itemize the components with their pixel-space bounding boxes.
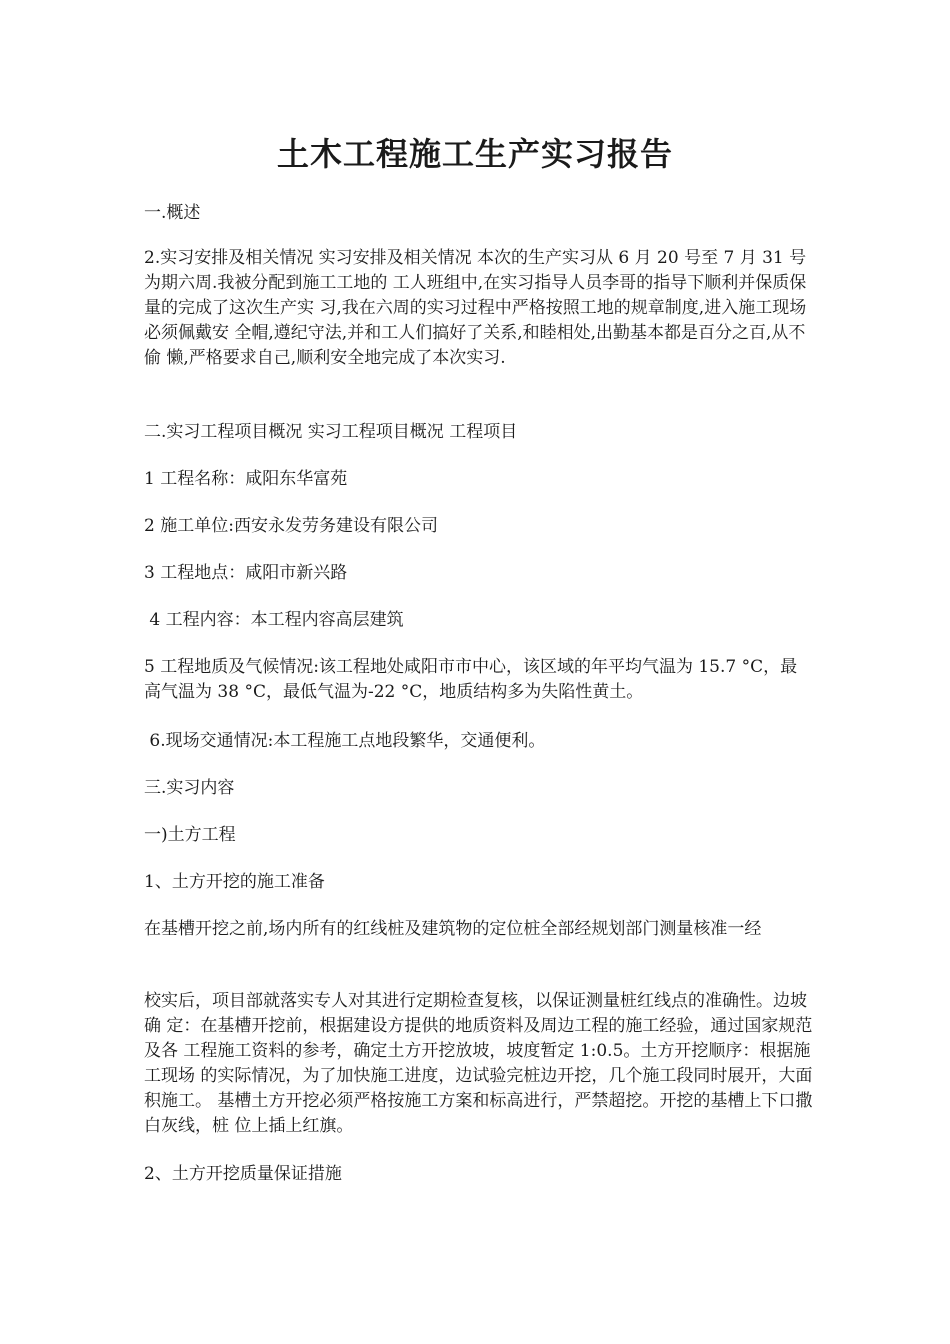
item-heading-excavation-preparation: 1、土方开挖的施工准备 [144, 872, 325, 892]
paragraph-excavation-details: 校实后，项目部就落实专人对其进行定期检查复核，以保证测量桩红线点的准确性。边坡确 定：在基槽开挖前，根据建设方提供的地质资料及周边工程的施工经验，通过国家规范及各 工程施工资料的参考，确定土方开挖放坡，坡度暂定 1:0.5。土方开挖顺序：根据施工现场 的实际情况，为了加快施工进度，边试验完桩边开挖，几个施工段同时展开，大面积施工。 基槽土方开挖必须严格按施工方案和标高进行，严禁超挖。开挖的基槽上下口撒白灰线，桩 位上插上红旗。 [144, 991, 813, 1136]
paragraph-project-name: 1 工程名称：咸阳东华富苑 [144, 469, 348, 489]
paragraph-construction-unit: 2 施工单位:西安永发劳务建设有限公司 [144, 516, 438, 536]
section-heading-internship-content: 三.实习内容 [144, 778, 235, 798]
document-title: 土木工程施工生产实习报告 [276, 135, 673, 173]
paragraph-project-location: 3 工程地点：咸阳市新兴路 [144, 563, 348, 583]
paragraph-traffic: 6.现场交通情况:本工程施工点地段繁华，交通便利。 [144, 731, 546, 751]
paragraph-project-content: 4 工程内容：本工程内容高层建筑 [144, 610, 404, 630]
section-heading-project-overview: 二.实习工程项目概况 实习工程项目概况 工程项目 [144, 422, 518, 442]
paragraph-geology-climate: 5 工程地质及气候情况:该工程地处咸阳市市中心，该区域的年平均气温为 15.7 °C，最 高气温为 38 °C，最低气温为-22 °C，地质结构多为失陷性黄土。 [144, 657, 803, 702]
paragraph-trench-stakes: 在基槽开挖之前,场内所有的红线桩及建筑物的定位桩全部经规划部门测量核准一经 [144, 919, 762, 939]
item-heading-excavation-quality: 2、土方开挖质量保证措施 [144, 1164, 342, 1184]
paragraph-internship-arrangement: 2.实习安排及相关情况 实习安排及相关情况 本次的生产实习从 6 月 20 号至 7 月 31 号为期六周.我被分配到施工工地的 工人班组中,在实习指导人员李哥的指导下顺利并保质保量的完成了这次生产实 习,我在六周的实习过程中严格按照工地的规章制度,进入施工现场必须佩戴安 全帽,遵纪守法,并和工人们搞好了关系,和睦相处,出勤基本都是百分之百,从不偷 懒,严格要求自己,顺利安全地完成了本次实习. [144, 248, 807, 368]
subsection-heading-earthwork: 一)土方工程 [144, 825, 236, 845]
section-heading-overview: 一.概述 [144, 203, 201, 223]
